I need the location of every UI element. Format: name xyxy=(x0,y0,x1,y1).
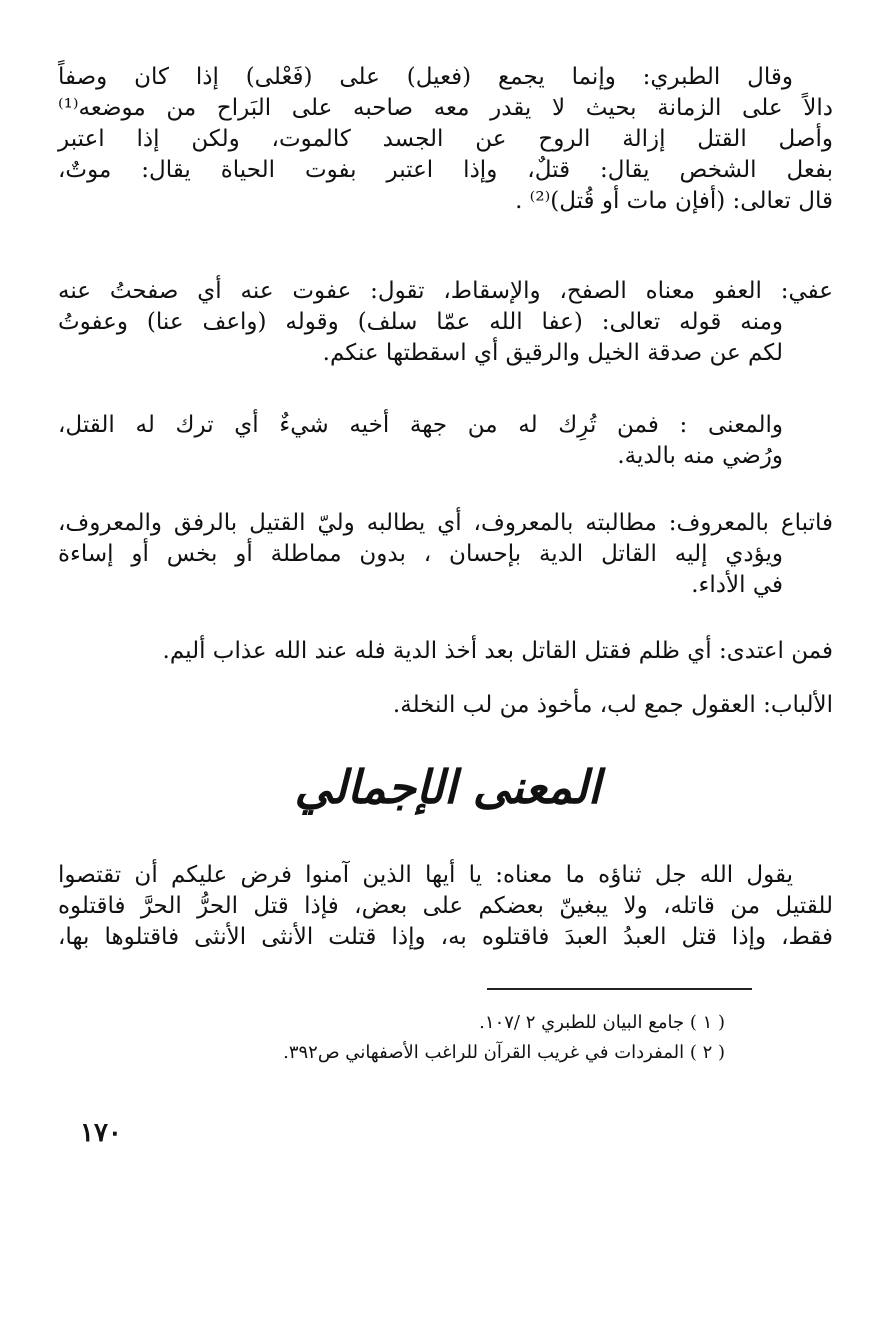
text-line: ومنه قوله تعالى: (عفا الله عمّا سلف) وقوله (واعف عنا) وعفوتُ xyxy=(58,309,783,335)
paragraph-albab xyxy=(58,690,833,721)
footnote-divider xyxy=(487,988,752,990)
text-line: فمن اعتدى: أي ظلم فقتل القاتل بعد أخذ الدية فله عند الله عذاب أليم. xyxy=(162,638,833,664)
paragraph-summary xyxy=(58,860,833,953)
text-line: للقتيل من قاتله، ولا يبغينّ بعضكم على بعض، فإذا قتل الحرُّ الحرَّ فاقتلوه xyxy=(58,893,833,919)
text-line: والمعنى : فمن تُرِك له من جهة أخيه شيءٌ أي ترك له القتل، xyxy=(58,412,783,438)
text-line: ورُضي منه بالدية. xyxy=(617,443,783,469)
text-line: في الأداء. xyxy=(691,572,783,598)
text-line: فاتباع بالمعروف: مطالبته بالمعروف، أي يطالبه وليّ القتيل بالرفق والمعروف، xyxy=(58,510,833,536)
footnotes xyxy=(165,1008,725,1068)
paragraph-ittiba xyxy=(58,508,833,601)
text-line: قال تعالى: (أفإن مات أو قُتل)⁽²⁾ . xyxy=(515,188,833,214)
paragraph-itada xyxy=(58,636,833,667)
text-line: فقط، وإذا قتل العبدُ العبدَ فاقتلوه به، وإذا قتلت الأنثى الأنثى فاقتلوها بها، xyxy=(58,924,833,950)
text-line: دالاً على الزمانة بحيث لا يقدر معه صاحبه على البَراح من موضعه⁽¹⁾ xyxy=(58,95,833,121)
text-line: الألباب: العقول جمع لب، مأخوذ من لب النخلة. xyxy=(392,692,833,718)
text-line: عفي: العفو معناه الصفح، والإسقاط، تقول: عفوت عنه أي صفحتُ عنه xyxy=(58,278,833,304)
footnote-1: ( ١ ) جامع البيان للطبري ٢ /١٠٧. xyxy=(479,1012,725,1033)
paragraph-tabari xyxy=(58,62,833,217)
page-number: ١٧٠ xyxy=(80,1118,122,1148)
footnote-2: ( ٢ ) المفردات في غريب القرآن للراغب الأصفهاني ص٣٩٢. xyxy=(283,1042,725,1063)
text-line: وأصل القتل إزالة الروح عن الجسد كالموت، ولكن إذا اعتبر xyxy=(58,126,833,152)
text-line: ويؤدي إليه القاتل الدية بإحسان ، بدون مماطلة أو بخس أو إساءة xyxy=(58,541,783,567)
section-heading: المعنى الإجمالي xyxy=(294,760,601,814)
paragraph-afi xyxy=(58,276,833,369)
paragraph-maana xyxy=(58,410,833,472)
text-line: يقول الله جل ثناؤه ما معناه: يا أيها الذين آمنوا فرض عليكم أن تقتصوا xyxy=(58,862,793,888)
text-line: لكم عن صدقة الخيل والرقيق أي اسقطتها عنكم. xyxy=(322,340,783,366)
text-line: بفعل الشخص يقال: قتلٌ، وإذا اعتبر بفوت الحياة يقال: موتٌ، xyxy=(58,157,833,183)
text-line: وقال الطبري: وإنما يجمع (فعيل) على (فَعْلى) إذا كان وصفاً xyxy=(58,64,793,90)
